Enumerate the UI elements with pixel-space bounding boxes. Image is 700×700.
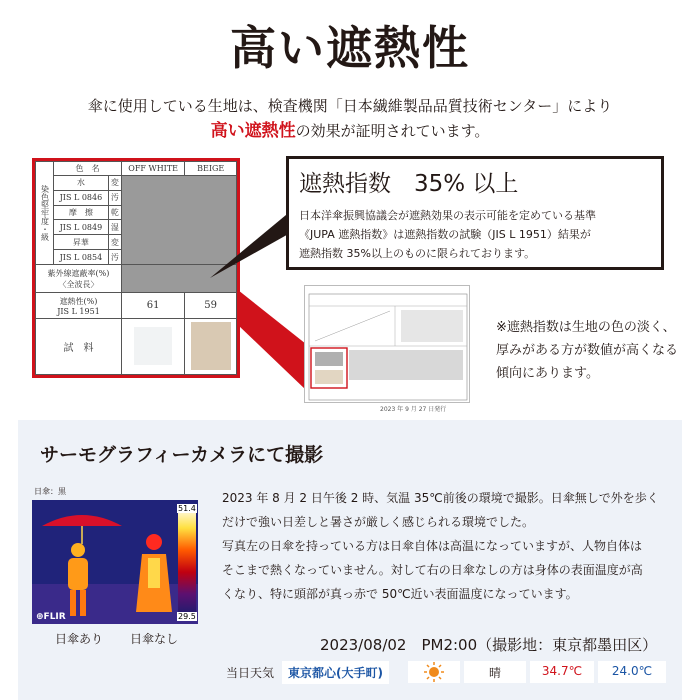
row-label: JIS L 0854 xyxy=(54,250,109,265)
flir-brand-text: FLIR xyxy=(43,612,66,622)
sample-off-white xyxy=(121,319,184,375)
desc-line: くなり、特に頭部が真っ赤で 50℃近い表面温度になっています。 xyxy=(222,587,578,601)
row-sub: 湿 xyxy=(108,220,121,235)
heat-label-main: 遮熱性(%) xyxy=(59,296,98,306)
report-table xyxy=(35,161,237,375)
note-line: 厚みがある方が数値が高くなる xyxy=(496,343,679,358)
intro-line-2 xyxy=(0,119,700,144)
heat-value-off-white: 61 xyxy=(121,293,184,319)
thermo-umbrella-label: 日傘：黒 xyxy=(34,487,66,496)
row-label: 水 xyxy=(54,176,109,191)
callout-line: 遮熱指数 35%以上のものに限られております。 xyxy=(299,247,536,260)
weather-low: 24.0℃ xyxy=(598,661,666,683)
weather-label: 当日天気 xyxy=(226,666,275,680)
heat-value-beige: 59 xyxy=(185,293,237,319)
row-sub: 変 xyxy=(108,176,121,191)
note-line: ※遮熱指数は生地の色の淡く、 xyxy=(496,320,676,335)
uv-label-sub: 〈全波長〉 xyxy=(58,279,99,289)
uv-masked-values xyxy=(121,265,236,293)
col-beige: BEIGE xyxy=(185,162,237,176)
thermography-heading: サーモグラフィーカメラにて撮影 xyxy=(40,444,324,466)
scale-max: 51.4 xyxy=(178,504,196,513)
col-off-white: OFF WHITE xyxy=(121,162,184,176)
weather-high: 34.7℃ xyxy=(530,661,594,683)
desc-line: 写真左の日傘を持っている方は日傘自体は高温になっていますが、人物自体は xyxy=(222,539,643,553)
certificate-thumbnail xyxy=(304,285,470,403)
uv-label-main: 紫外線遮蔽率(%) xyxy=(47,268,110,278)
row-sub: 乾 xyxy=(108,205,121,220)
note-line: 傾向にあります。 xyxy=(496,366,599,381)
thermal-scene xyxy=(32,500,198,624)
color-note xyxy=(496,316,692,385)
intro-line-2-rest: の効果が証明されています。 xyxy=(295,122,490,140)
intro-line-1: 傘に使用している生地は、検査機関「日本繊維製品品質技術センター」により xyxy=(87,97,613,115)
row-label: JIS L 0849 xyxy=(54,220,109,235)
thermography-description xyxy=(222,486,670,606)
certificate-image xyxy=(305,286,471,404)
color-name-label: 色 名 xyxy=(54,162,122,176)
heat-label-sub: JIS L 1951 xyxy=(57,306,100,316)
test-report-excerpt xyxy=(32,158,240,378)
report-pointer-red xyxy=(238,290,306,390)
caption-without-umbrella: 日傘なし xyxy=(130,632,179,646)
callout-body xyxy=(299,206,651,263)
weather-location: 東京都心(大手町) xyxy=(282,661,389,684)
row-label: JIS L 0846 xyxy=(54,190,109,205)
desc-line: 2023 年 8 月 2 日午後 2 時、気温 35℃前後の環境で撮影。日傘無しで外を歩く xyxy=(222,491,659,505)
weather-bar xyxy=(226,661,666,685)
callout-heading: 遮熱指数 35% 以上 xyxy=(299,171,519,197)
flir-logo: ⊕FLIR xyxy=(36,612,66,622)
callout-line: 《JUPA 遮熱指数》は遮熱指数の試験（JIS L 1951）結果が xyxy=(299,228,591,241)
row-sub: 汚 xyxy=(108,190,121,205)
intro-text xyxy=(0,94,700,144)
thermal-image xyxy=(32,500,198,624)
masked-values xyxy=(121,176,236,265)
row-sub: 変 xyxy=(108,235,121,250)
sample-beige xyxy=(185,319,237,375)
heat-label xyxy=(36,293,122,319)
desc-line: そこまで熱くなっていません。対して右の日傘なしの方は身体の表面温度が高 xyxy=(222,563,643,577)
row-sub: 汚 xyxy=(108,250,121,265)
desc-line: だけで強い日差しと暑さが厳しく感じられる環境でした。 xyxy=(222,515,535,529)
scale-min: 29.5 xyxy=(178,612,196,621)
fastness-side-label: 染色堅牢度・級 xyxy=(36,162,54,265)
row-label: 摩 擦 xyxy=(54,205,109,220)
uv-label xyxy=(36,265,122,293)
sun-icon xyxy=(408,661,460,683)
sample-label: 試 料 xyxy=(36,319,122,375)
row-label: 昇華 xyxy=(54,235,109,250)
heat-index-callout xyxy=(286,156,664,270)
callout-line: 日本洋傘振興協議会が遮熱効果の表示可能を定めている基準 xyxy=(299,209,596,222)
weather-condition: 晴 xyxy=(464,661,526,683)
fabric-swatch-off-white xyxy=(134,327,172,365)
observation-datetime: 2023/08/02 PM2:00（撮影地：東京都墨田区） xyxy=(320,636,658,654)
certificate-date: 2023 年 9 月 27 日発行 xyxy=(380,406,447,413)
caption-with-umbrella: 日傘あり xyxy=(55,632,104,646)
temperature-scale-bar xyxy=(178,506,196,616)
intro-highlight: 高い遮熱性 xyxy=(210,121,296,141)
fabric-swatch-beige xyxy=(191,322,231,370)
page-title: 高い遮熱性 xyxy=(230,21,470,75)
